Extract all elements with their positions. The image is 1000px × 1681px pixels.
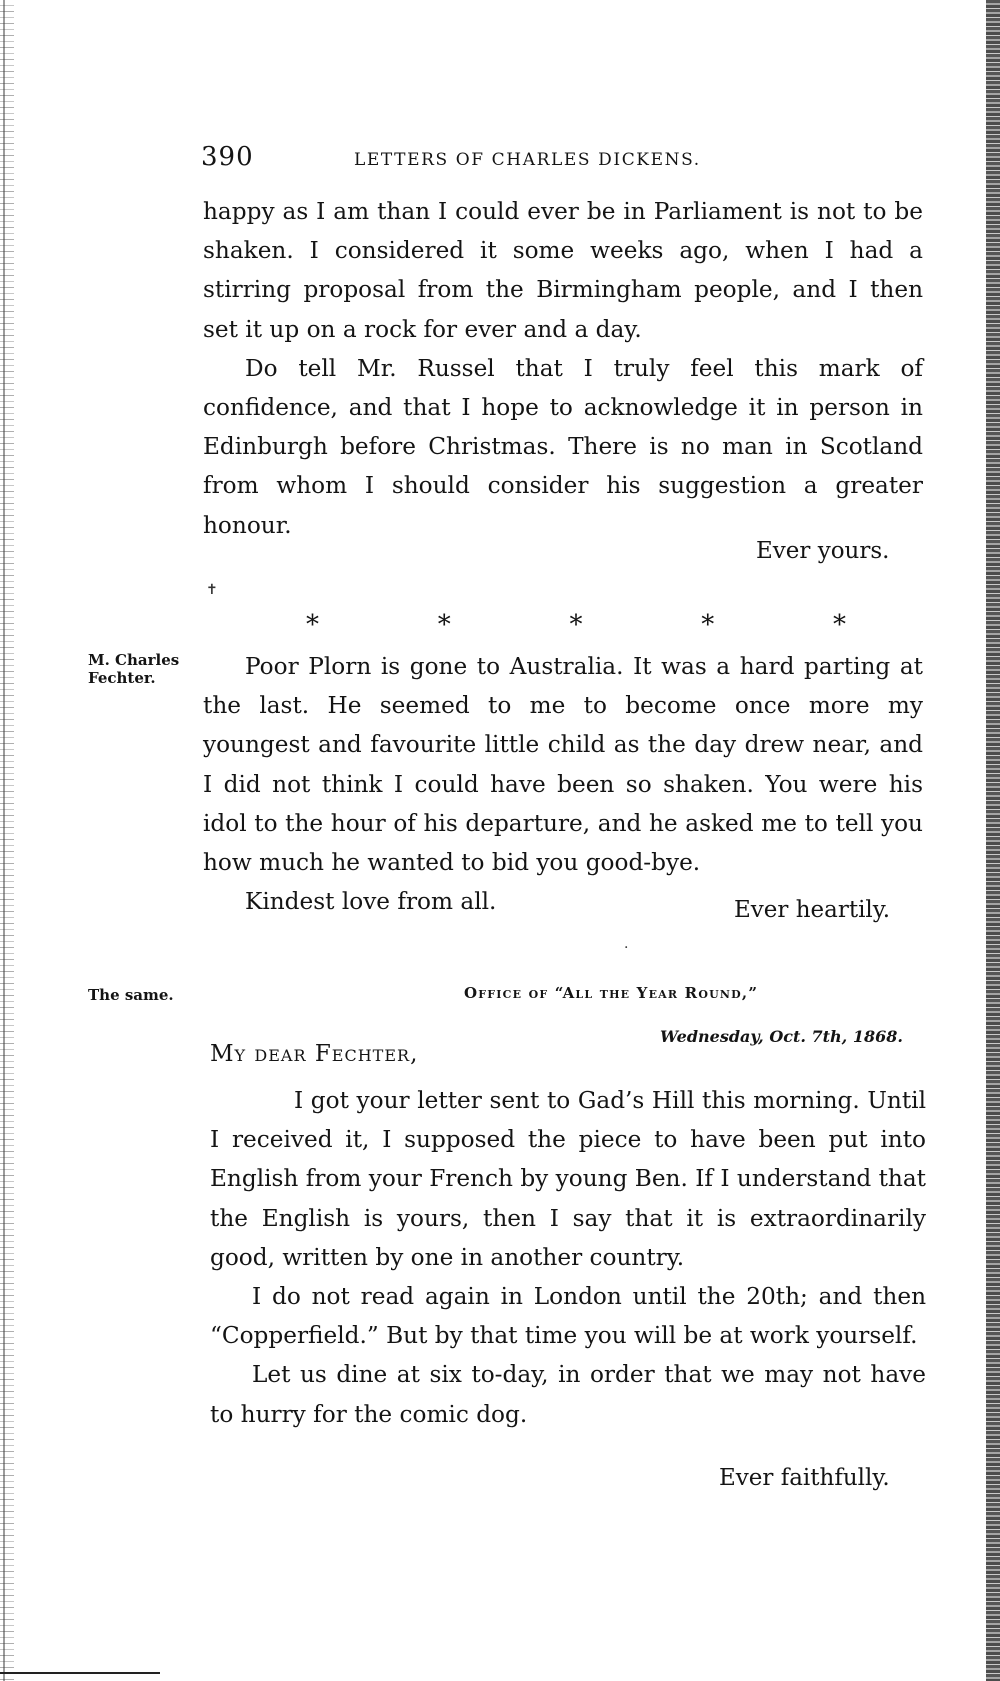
margin-note — [88, 651, 179, 687]
paragraph: happy as I am than I could ever be in Parliament is not to be shaken. I considered it some weeks ago, when I had a stirring proposal from the Birmingham people, and I then set it up on a rock for ever and a day. — [203, 198, 923, 343]
star: * — [701, 610, 715, 640]
letter-head: Office of “All the Year Round,” — [464, 984, 759, 1002]
section-separator — [306, 610, 846, 640]
paragraph: I got your letter sent to Gad’s Hill this morning. Until I received it, I supposed the piece to have been put into English from your French by young Ben. If I understand that the English is yours, then I say that it is extraordinarily good, written by one in another country. — [210, 1087, 926, 1271]
signoff: Ever faithfully. — [719, 1465, 890, 1491]
ink-mark: ✝ — [206, 582, 218, 598]
scan-bottom-rule — [0, 1672, 160, 1674]
page-number: 390 — [201, 142, 254, 172]
section-2-text — [203, 647, 923, 921]
signoff: Ever yours. — [756, 538, 890, 564]
page-header — [201, 142, 921, 182]
ink-mark: · — [624, 940, 629, 956]
section-1-text — [203, 192, 923, 545]
letter-date: Wednesday, Oct. 7th, 1868. — [660, 1027, 903, 1046]
paragraph: Kindest love from all. — [245, 888, 497, 916]
star: * — [833, 610, 846, 640]
margin-note-line: Fechter. — [88, 669, 156, 687]
section-3-text — [210, 1081, 926, 1434]
paragraph: Do tell Mr. Russel that I truly feel this mark of confidence, and that I hope to acknowledge it in person in Edinburgh before Christmas. There is no man in Scotland from whom I should consider his suggestion a greater honour. — [203, 354, 923, 539]
salutation: My dear Fechter, — [210, 1041, 419, 1067]
scan-edge-left-line — [3, 0, 5, 1681]
paragraph: Poor Plorn is gone to Australia. It was a hard parting at the last. He seemed to me to become once more my youngest and favourite little child as the day drew near, and I did not think I could have been so shaken. You were his idol to the hour of his departure, and he asked me to tell you how much he wanted to bid you good-bye. — [203, 653, 923, 877]
margin-note: The same. — [88, 986, 174, 1004]
paragraph: I do not read again in London until the 20th; and then “Copperfield.” But by that time you will be at work yourself. — [210, 1283, 926, 1350]
scan-edge-right — [986, 0, 1000, 1681]
star: * — [569, 610, 583, 640]
paragraph: Let us dine at six to-day, in order that we may not have to hurry for the comic dog. — [210, 1361, 926, 1428]
signoff: Ever heartily. — [734, 897, 891, 923]
star: * — [306, 610, 319, 640]
star: * — [437, 610, 451, 640]
margin-note-line: M. Charles — [88, 651, 180, 669]
running-head: LETTERS OF CHARLES DICKENS. — [354, 150, 701, 170]
